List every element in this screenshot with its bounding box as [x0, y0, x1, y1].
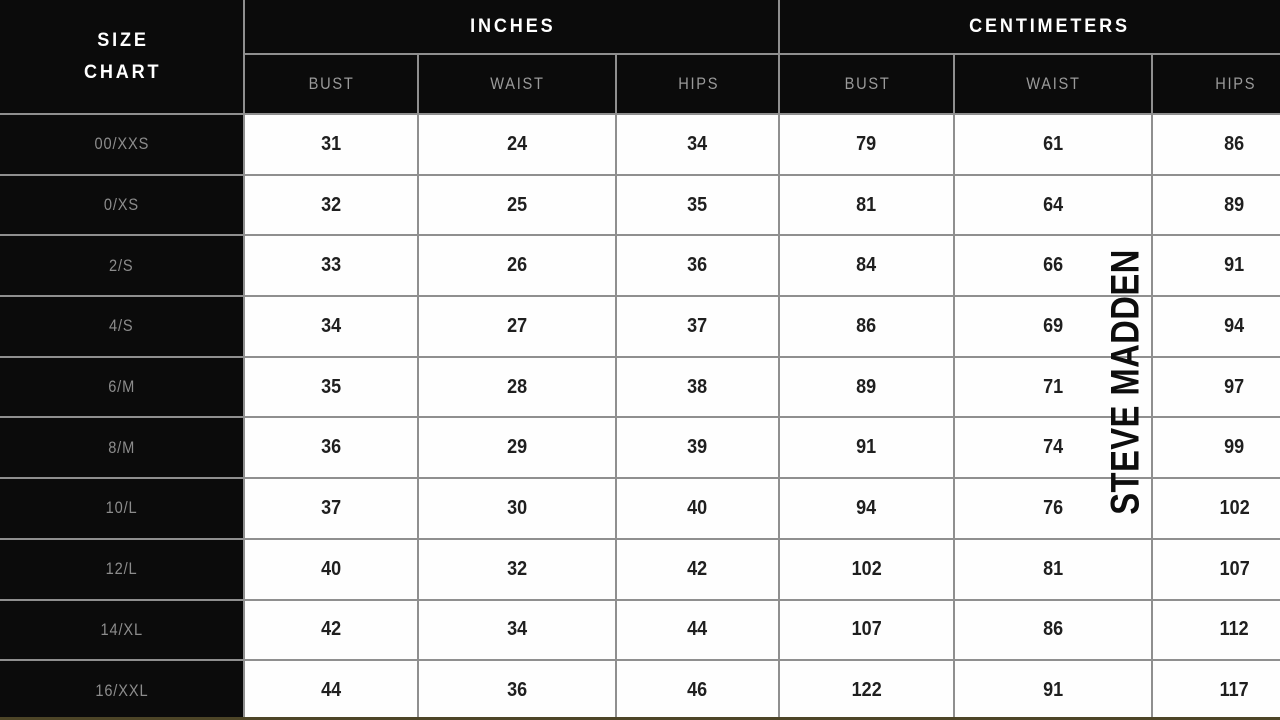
size-label-text: 00/XXS: [94, 134, 149, 154]
table-cell-cm-waist: [955, 601, 1151, 660]
cell-value: 26: [506, 254, 528, 277]
column-header-label: HIPS: [1214, 74, 1256, 93]
table-cell-inches-bust: [245, 601, 417, 660]
table-cell-inches-hips: [617, 540, 778, 599]
table-cell-cm-hips: [1153, 661, 1280, 720]
cell-value: 27: [506, 314, 528, 337]
table-cell-cm-hips: [1153, 540, 1280, 599]
steve-madden-watermark-text: STEVE MADDEN: [1103, 249, 1148, 515]
column-header-inches-waist: [419, 55, 615, 113]
cell-value: 36: [687, 254, 708, 277]
cell-value: 28: [506, 375, 528, 398]
table-cell-inches-waist: [419, 661, 615, 720]
table-cell-cm-bust: [780, 236, 953, 295]
table-cell-inches-waist: [419, 176, 615, 235]
table-cell-inches-hips: [617, 358, 778, 417]
cell-value: 24: [506, 132, 528, 155]
table-cell-inches-bust: [245, 176, 417, 235]
table-cell-inches-hips: [617, 601, 778, 660]
cell-value: 32: [506, 557, 528, 580]
cell-value: 25: [506, 193, 528, 216]
column-header-cm-bust: [780, 55, 953, 113]
table-cell-cm-waist: [955, 297, 1151, 356]
cell-value: 71: [1042, 375, 1064, 398]
table-cell-inches-waist: [419, 479, 615, 538]
size-label: [0, 418, 243, 477]
table-cell-inches-hips: [617, 115, 778, 174]
table-cell-cm-waist: [955, 418, 1151, 477]
column-header-inches-bust: [245, 55, 417, 113]
cell-value: 35: [687, 193, 708, 216]
cell-value: 32: [320, 193, 342, 216]
size-chart-title-line1: SIZE: [97, 30, 149, 52]
centimeters-group-header: [780, 0, 1280, 53]
table-cell-cm-waist: [955, 115, 1151, 174]
centimeters-group-header-label: CENTIMETERS: [969, 15, 1130, 37]
size-label: [0, 358, 243, 417]
cell-value: 37: [320, 496, 342, 519]
cell-value: 122: [851, 679, 882, 702]
table-cell-cm-bust: [780, 176, 953, 235]
table-cell-cm-hips: [1153, 115, 1280, 174]
column-header-label: WAIST: [1026, 74, 1082, 93]
cell-value: 89: [856, 375, 877, 398]
cell-value: 44: [687, 618, 708, 641]
cell-value: 102: [851, 557, 882, 580]
cell-value: 74: [1042, 436, 1064, 459]
table-cell-cm-hips: [1153, 297, 1280, 356]
table-cell-cm-hips: [1153, 236, 1280, 295]
size-label-text: 8/M: [108, 437, 135, 457]
inches-group-header: [245, 0, 778, 53]
table-cell-inches-waist: [419, 115, 615, 174]
cell-value: 86: [1224, 132, 1245, 155]
cell-value: 34: [687, 132, 708, 155]
cell-value: 34: [506, 618, 528, 641]
cell-value: 40: [687, 496, 708, 519]
size-label: [0, 540, 243, 599]
table-cell-inches-waist: [419, 236, 615, 295]
cell-value: 97: [1224, 375, 1245, 398]
table-cell-cm-bust: [780, 418, 953, 477]
size-label-text: 14/XL: [100, 619, 143, 639]
table-cell-inches-bust: [245, 115, 417, 174]
size-label: [0, 236, 243, 295]
table-cell-inches-waist: [419, 540, 615, 599]
table-cell-inches-hips: [617, 479, 778, 538]
cell-value: 91: [1224, 254, 1245, 277]
cell-value: 46: [687, 679, 708, 702]
size-label-text: 16/XXL: [94, 680, 149, 700]
cell-value: 94: [856, 496, 877, 519]
table-cell-cm-bust: [780, 601, 953, 660]
table-cell-inches-bust: [245, 479, 417, 538]
column-header-label: HIPS: [677, 74, 719, 93]
table-cell-inches-waist: [419, 297, 615, 356]
cell-value: 61: [1042, 132, 1064, 155]
table-cell-inches-bust: [245, 540, 417, 599]
cell-value: 102: [1219, 496, 1250, 519]
table-cell-inches-hips: [617, 176, 778, 235]
cell-value: 79: [856, 132, 877, 155]
table-cell-inches-bust: [245, 297, 417, 356]
cell-value: 66: [1042, 254, 1064, 277]
cell-value: 91: [1042, 679, 1064, 702]
cell-value: 64: [1042, 193, 1064, 216]
size-label-text: 0/XS: [103, 195, 140, 215]
size-chart-title: [0, 0, 243, 113]
size-chart-title-line2: CHART: [84, 61, 162, 83]
cell-value: 31: [320, 132, 342, 155]
table-cell-cm-bust: [780, 115, 953, 174]
cell-value: 39: [687, 436, 708, 459]
table-cell-inches-bust: [245, 358, 417, 417]
column-header-cm-waist: [955, 55, 1151, 113]
cell-value: 107: [1219, 557, 1250, 580]
table-cell-cm-bust: [780, 297, 953, 356]
cell-value: 99: [1224, 436, 1245, 459]
cell-value: 107: [851, 618, 882, 641]
table-cell-cm-hips: [1153, 601, 1280, 660]
cell-value: 76: [1042, 496, 1064, 519]
cell-value: 35: [320, 375, 342, 398]
table-cell-cm-waist: [955, 358, 1151, 417]
cell-value: 117: [1219, 679, 1250, 702]
table-cell-cm-waist: [955, 479, 1151, 538]
table-cell-cm-hips: [1153, 418, 1280, 477]
table-cell-cm-waist: [955, 661, 1151, 720]
table-cell-cm-bust: [780, 358, 953, 417]
cell-value: 86: [856, 314, 877, 337]
size-label: [0, 661, 243, 720]
table-cell-inches-bust: [245, 661, 417, 720]
table-cell-cm-waist: [955, 236, 1151, 295]
table-cell-inches-hips: [617, 297, 778, 356]
table-cell-inches-waist: [419, 601, 615, 660]
table-cell-inches-bust: [245, 236, 417, 295]
column-header-inches-hips: [617, 55, 778, 113]
cell-value: 94: [1224, 314, 1245, 337]
cell-value: 44: [320, 679, 342, 702]
cell-value: 37: [687, 314, 708, 337]
size-label-text: 2/S: [109, 255, 134, 275]
cell-value: 29: [506, 436, 528, 459]
size-label: [0, 297, 243, 356]
cell-value: 81: [1042, 557, 1064, 580]
cell-value: 40: [320, 557, 342, 580]
cell-value: 69: [1042, 314, 1064, 337]
cell-value: 91: [856, 436, 877, 459]
cell-value: 36: [320, 436, 342, 459]
table-cell-inches-hips: [617, 236, 778, 295]
table-cell-inches-hips: [617, 418, 778, 477]
table-cell-cm-bust: [780, 479, 953, 538]
table-cell-inches-waist: [419, 418, 615, 477]
column-header-label: BUST: [844, 74, 891, 93]
cell-value: 33: [320, 254, 342, 277]
size-label: [0, 115, 243, 174]
cell-value: 42: [687, 557, 708, 580]
cell-value: 112: [1219, 618, 1250, 641]
column-header-label: WAIST: [490, 74, 546, 93]
cell-value: 34: [320, 314, 342, 337]
table-cell-cm-hips: [1153, 176, 1280, 235]
cell-value: 81: [856, 193, 877, 216]
cell-value: 38: [687, 375, 708, 398]
table-cell-inches-hips: [617, 661, 778, 720]
table-cell-cm-hips: [1153, 358, 1280, 417]
cell-value: 84: [856, 254, 877, 277]
size-label: [0, 176, 243, 235]
table-cell-cm-waist: [955, 540, 1151, 599]
table-cell-inches-waist: [419, 358, 615, 417]
column-header-cm-hips: [1153, 55, 1280, 113]
cell-value: 36: [506, 679, 528, 702]
cell-value: 30: [506, 496, 528, 519]
size-label-text: 6/M: [108, 377, 135, 397]
cell-value: 42: [320, 618, 342, 641]
cell-value: 86: [1042, 618, 1064, 641]
table-cell-cm-waist: [955, 176, 1151, 235]
table-cell-cm-hips: [1153, 479, 1280, 538]
inches-group-header-label: INCHES: [470, 15, 556, 37]
size-label: [0, 601, 243, 660]
cell-value: 89: [1224, 193, 1245, 216]
column-header-label: BUST: [308, 74, 355, 93]
size-label-text: 10/L: [105, 498, 138, 518]
table-cell-inches-bust: [245, 418, 417, 477]
size-label-text: 4/S: [109, 316, 134, 336]
table-cell-cm-bust: [780, 661, 953, 720]
size-label: [0, 479, 243, 538]
table-cell-cm-bust: [780, 540, 953, 599]
size-label-text: 12/L: [105, 559, 138, 579]
